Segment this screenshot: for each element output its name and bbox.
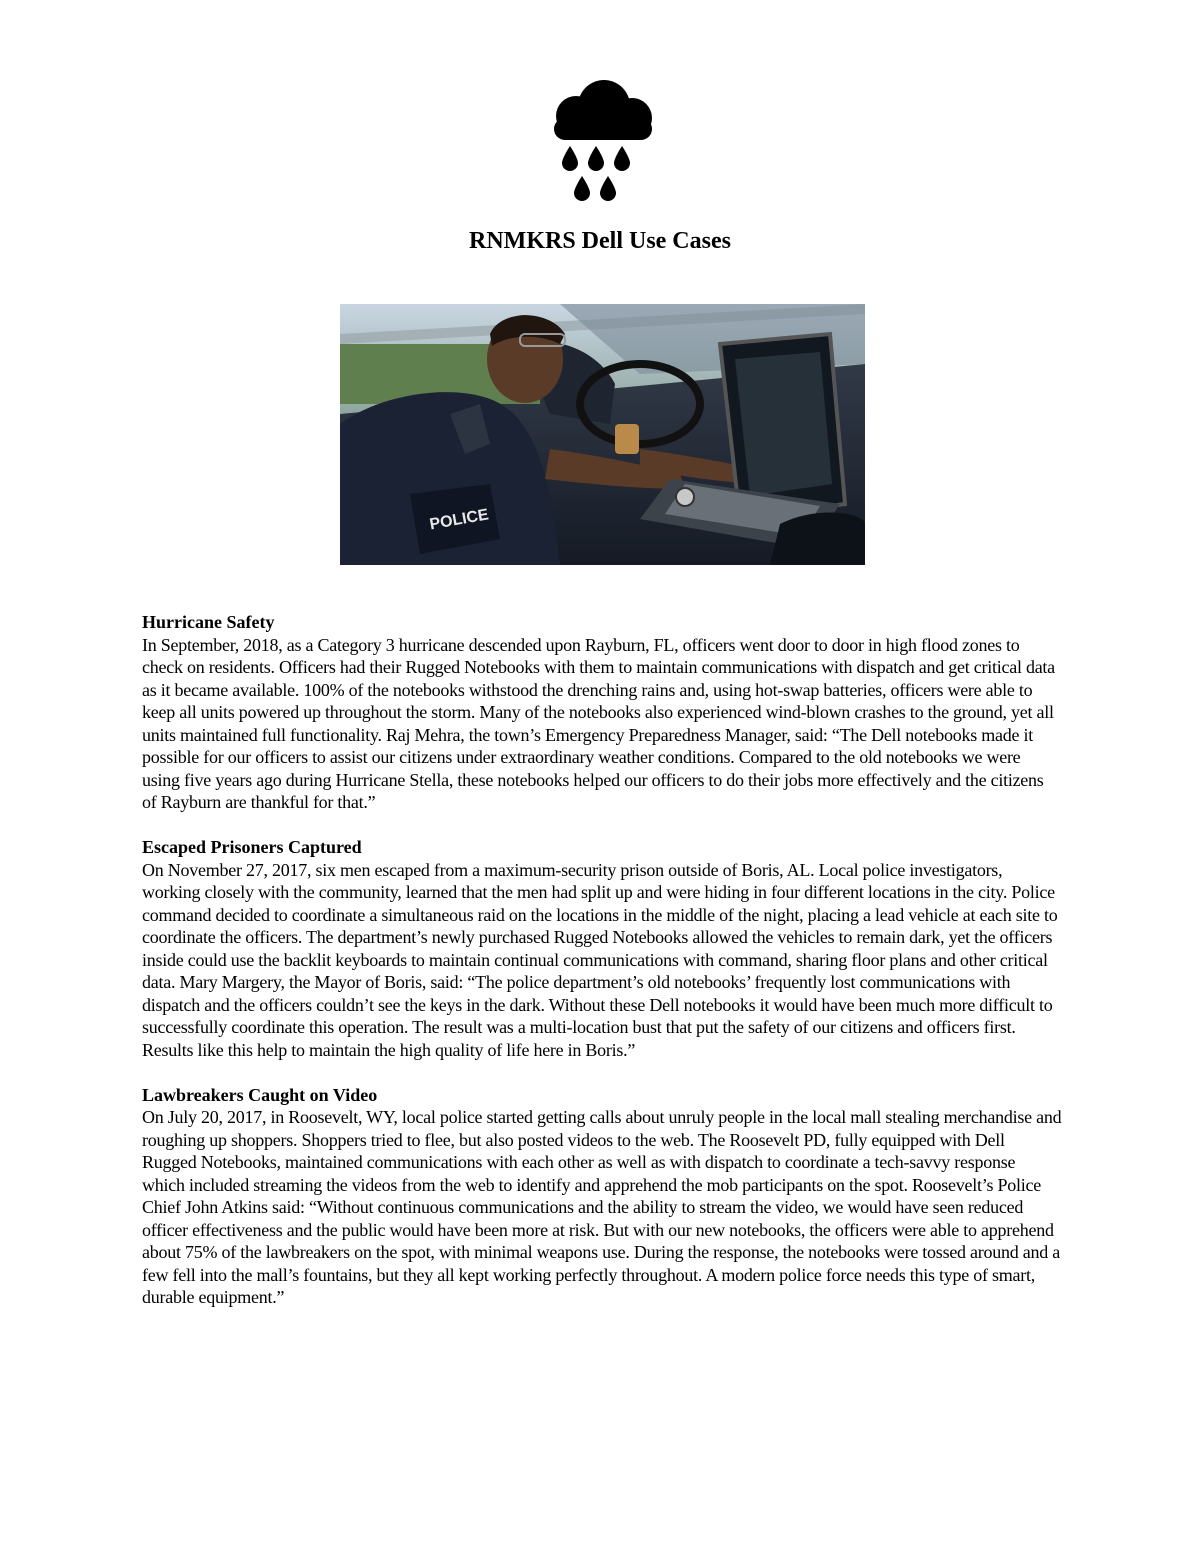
section-heading: Lawbreakers Caught on Video [142,1084,378,1105]
section-heading: Escaped Prisoners Captured [142,837,362,857]
section-body: In September, 2018, as a Category 3 hurricane descended upon Rayburn, FL, officers went door to door in high flood zones to check on residents. Officers had their Rugged Notebooks with them to maintain communications with dispatch and get critical data as it became available. 100% of the notebooks withstood the drenching rains and, using hot-swap batteries, officers were able to keep all units powered up throughout the storm. Many of the notebooks also experienced wind-blown crashes to the ground, yet all units maintained full functionality. Raj Mehra, the town’s Emergency Preparedness Manager, said: “The Dell notebooks made it possible for our officers to assist our citizens under extraordinary weather conditions. Compared to the old notebooks we were using five years ago during Hurricane Stella, these notebooks helped our officers to do their jobs more effectively and the citizens of Rayburn are thankful for that.” [142,634,1055,812]
use-case-hurricane-safety [142,611,1062,814]
section-heading: Hurricane Safety [142,612,275,632]
section-body: On November 27, 2017, six men escaped from a maximum-security prison outside of Boris, AL. Local police investigators, working closely with the community, learned that the men had split up and were hiding in four different locations in the city. Police command decided to coordinate a simultaneous raid on the locations in the middle of the night, placing a lead vehicle at each site to coordinate the officers. The department’s newly purchased Rugged Notebooks allowed the vehicles to remain dark, yet the officers inside could use the backlit keyboards to maintain continual communications with command, sharing floor plans and other critical data. Mary Margery, the Mayor of Boris, said: “The police department’s old notebooks’ frequently lost communications with dispatch and the officers couldn’t see the keys in the dark. Without these Dell notebooks it would have been much more difficult to successfully coordinate this operation. The result was a multi-location bust that put the safety of our citizens and officers first. Results like this help to maintain the high quality of life here in Boris.” [142,859,1058,1060]
use-case-escaped-prisoners [142,836,1062,1061]
section-body: On July 20, 2017, in Roosevelt, WY, local police started getting calls about unruly people in the local mall stealing merchandise and roughing up shoppers. Shoppers tried to flee, but also posted videos to the web. The Roosevelt PD, fully equipped with Dell Rugged Notebooks, maintained communications with each other as well as with dispatch to coordinate a tech-savvy response which included streaming the videos from the web to identify and apprehend the mob participants on the spot. Roosevelt’s Police Chief John Atkins said: “Without continuous communications and the ability to stream the video, we would have seen reduced officer effectiveness and the public would have been more at risk. But with our new notebooks, the officers were able to apprehend about 75% of the lawbreakers on the spot, with minimal weapons use. During the response, the notebooks were tossed around and a few fell into the mall’s fountains, but they all kept working perfectly throughout. A modern police force needs this type of smart, durable equipment.” [142,1107,1062,1307]
police-officer-laptop-photo [340,304,865,565]
use-cases-content [142,611,1062,1331]
police-patch-text: POLICE [428,506,491,534]
rain-cloud-icon [546,80,660,204]
use-case-lawbreakers-video [142,1084,1062,1309]
document-title: RNMKRS Dell Use Cases [469,228,731,254]
